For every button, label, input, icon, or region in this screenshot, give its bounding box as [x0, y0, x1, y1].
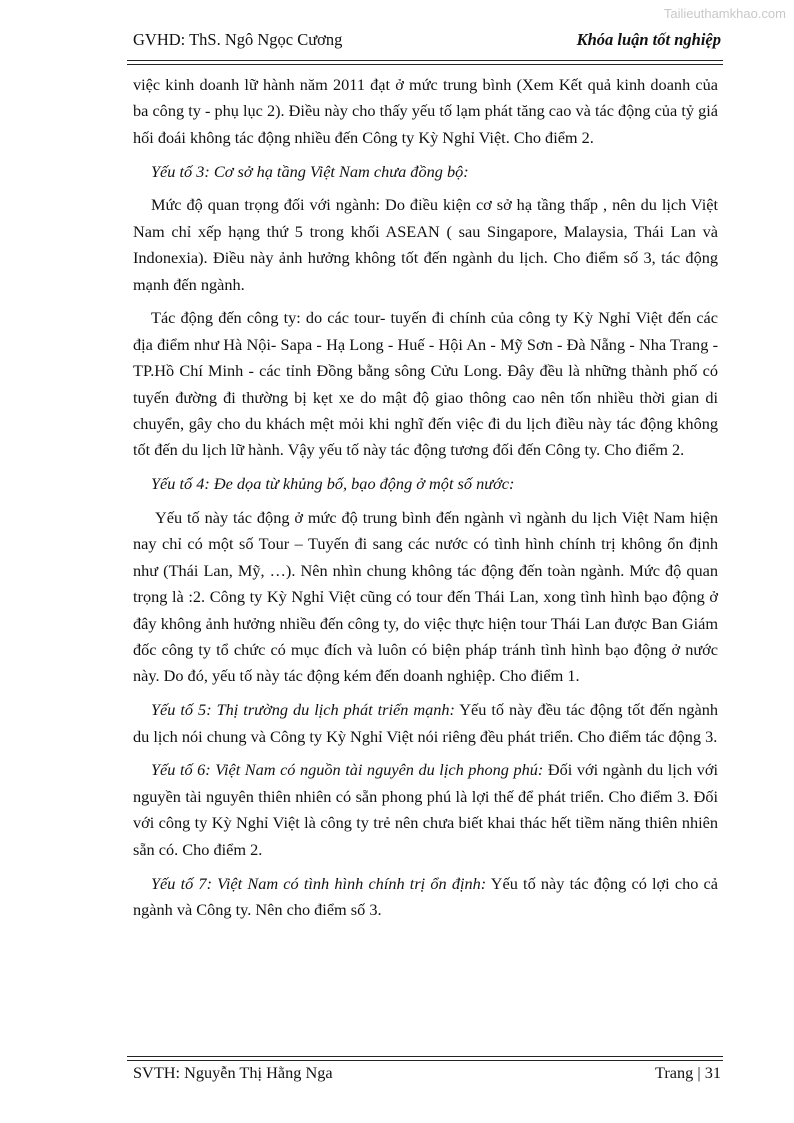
page-footer	[133, 1063, 721, 1083]
page-header	[133, 30, 721, 50]
factor-6-title: Yếu tố 6: Việt Nam có nguồn tài nguyên du lịch phong phú:	[151, 760, 544, 780]
factor-3-title: Yếu tố 3: Cơ sở hạ tầng Việt Nam chưa đồng bộ:	[151, 161, 469, 181]
factor-3-heading	[133, 159, 718, 185]
factor-5-text: Yếu tố này đều tác động tốt đến ngành du lịch nói chung và Công ty Kỳ Nghỉ Việt nói riêng đều phát triển. Cho điểm tác động 3.	[133, 700, 718, 746]
factor-4-title: Yếu tố 4: Đe dọa từ khủng bố, bạo động ở một số nước:	[151, 474, 515, 494]
page-number: Trang | 31	[655, 1063, 721, 1082]
factor-6-text: Đối với ngành du lịch với nguyền tài nguyên thiên nhiên có sẵn phong phú là lợi thế để phát triển. Cho điểm 3. Đối với công ty Kỳ Nghỉ Việt là công ty trẻ nên chưa biết khai thác hết tiềm năng thiên nhiên sẵn có. Cho điểm 2.	[133, 760, 718, 859]
header-title: Khóa luận tốt nghiệp	[576, 30, 721, 49]
factor-7-paragraph	[133, 871, 718, 924]
footer-student: SVTH: Nguyễn Thị Hằng Nga	[133, 1063, 333, 1082]
watermark: Tailieuthamkhao.com	[663, 6, 786, 21]
header-advisor: GVHD: ThS. Ngô Ngọc Cương	[133, 30, 343, 49]
factor-6-paragraph	[133, 757, 718, 863]
factor-3-company-paragraph: Tác động đến công ty: do các tour- tuyến đi chính của công ty Kỳ Nghỉ Việt đến các địa điểm như Hà Nội- Sapa - Hạ Long - Huế - Hội An - Mỹ Sơn - Đà Nẵng - Nha Trang -TP.Hồ Chí Minh - các tỉnh Đồng bằng sông Cửu Long. Đây đều là những thành phố có tuyến đường đi thường bị kẹt xe do mật độ giao thông cao nên tốn nhiều thời gian di chuyển, gây cho du khách mệt mỏi khi nghĩ đến việc đi du lịch điều này tác động không tốt đến du lịch lữ hành. Vậy yếu tố này tác động tương đối đến Công ty. Cho điểm 2.	[133, 308, 718, 460]
paragraph-continuation: việc kinh doanh lữ hành năm 2011 đạt ở mức trung bình (Xem Kết quả kinh doanh của ba công ty - phụ lục 2). Điều này cho thấy yếu tố lạm phát tăng cao và tác động của tỷ giá hối đoái không tác động nhiều đến Công ty Kỳ Nghỉ Việt. Cho điểm 2.	[133, 75, 718, 147]
factor-5-title: Yếu tố 5: Thị trường du lịch phát triển mạnh:	[151, 700, 455, 720]
header-divider	[127, 60, 723, 61]
header-divider-thin	[127, 64, 723, 65]
document-body	[133, 72, 718, 931]
footer-divider	[127, 1060, 723, 1061]
factor-5-paragraph	[133, 697, 718, 750]
factor-7-title: Yếu tố 7: Việt Nam có tình hình chính trị ổn định:	[151, 873, 487, 893]
factor-7-text: Yếu tố này tác động có lợi cho cả ngành và Công ty. Nên cho điểm số 3.	[133, 873, 718, 919]
footer-divider-thin	[127, 1056, 723, 1057]
factor-4-heading	[133, 471, 718, 497]
factor-3-importance-paragraph: Mức độ quan trọng đối với ngành: Do điều kiện cơ sở hạ tầng thấp , nên du lịch Việt Nam chỉ xếp hạng thứ 5 trong khối ASEAN ( sau Singapore, Malaysia, Thái Lan và Indonexia). Điều này ảnh hưởng không tốt đến ngành du lịch. Cho điểm số 3, tác động mạnh đến ngành.	[133, 195, 718, 294]
factor-4-paragraph: Yếu tố này tác động ở mức độ trung bình đến ngành vì ngành du lịch Việt Nam hiện nay chỉ có một số Tour – Tuyến đi sang các nước có tình hình chính trị không ổn định như (Thái Lan, Mỹ, …). Nên nhìn chung không tác động đến toàn ngành. Mức độ quan trọng là :2. Công ty Kỳ Nghỉ Việt cũng có tour đến Thái Lan, xong tình hình bạo động ở đây không ảnh hưởng nhiều đến công ty, do việc thực hiện tour Thái Lan được Ban Giám đốc công ty tổ chức có mục đích và luôn có biện pháp tránh tình hình bạo động ở nước này. Do đó, yếu tố này tác động kém đến doanh nghiệp. Cho điểm 1.	[133, 508, 718, 686]
